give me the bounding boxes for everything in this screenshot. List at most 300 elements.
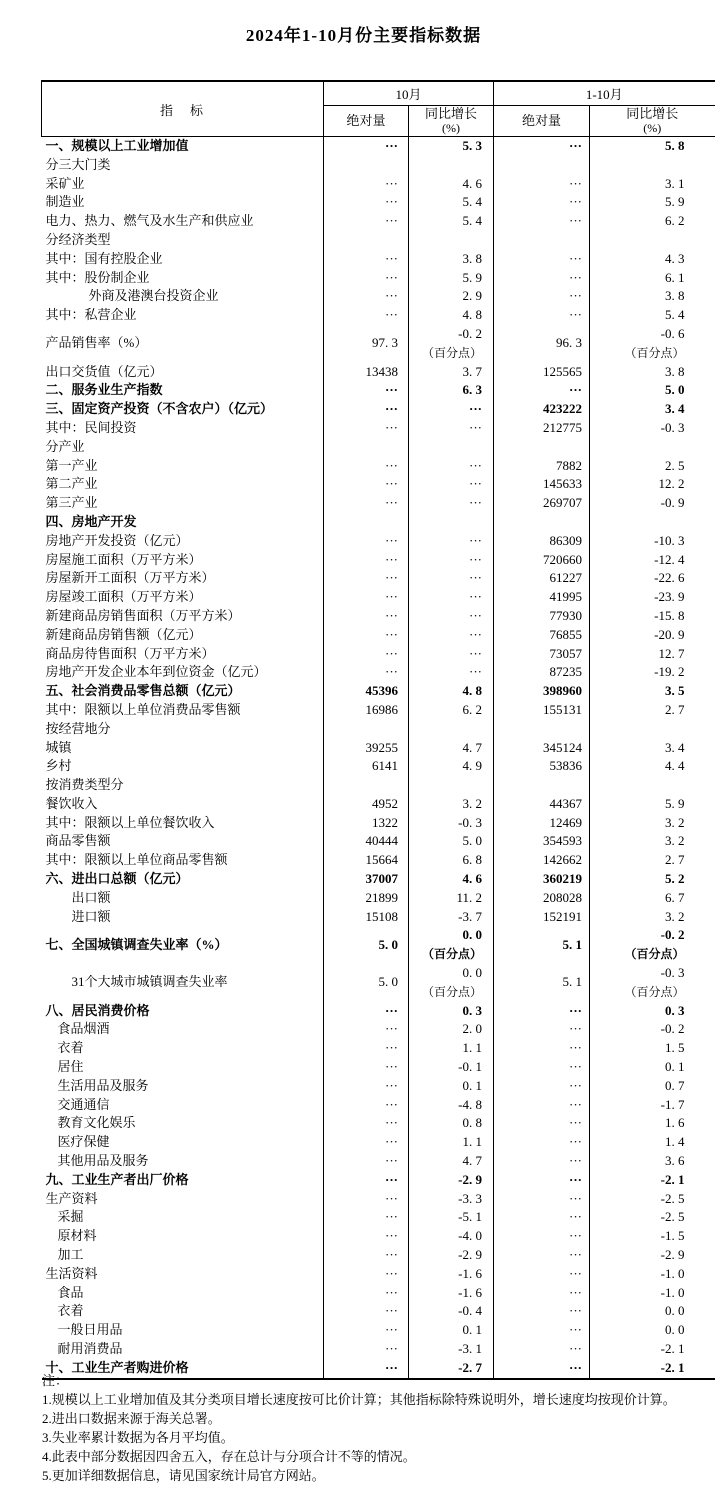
- cum-absolute-cell: 423222: [494, 400, 590, 419]
- cum-absolute-cell: [494, 776, 590, 795]
- oct-absolute-cell: ···: [324, 287, 409, 306]
- indicator-cell: 第二产业: [42, 475, 324, 494]
- oct-growth-cell: [409, 156, 494, 175]
- header-absolute-october: 绝对量: [324, 106, 409, 137]
- oct-absolute-cell: 15108: [324, 908, 409, 927]
- footnote-item: 1.规模以上工业增加值及其分类项目增长速度按可比价计算；其他指标除特殊说明外，增长速度均按现价计算。: [42, 1392, 676, 1407]
- indicator-cell: 其中：国有控股企业: [42, 250, 324, 269]
- oct-absolute-cell: 13438: [324, 363, 409, 382]
- table-row: [42, 1246, 715, 1265]
- cum-growth-cell: -0. 9: [660, 495, 685, 511]
- table-row: [42, 250, 715, 269]
- cum-absolute-cell: ···: [494, 1246, 590, 1265]
- table-row: [42, 832, 715, 851]
- oct-absolute-cell: ···: [324, 1321, 409, 1340]
- indicator-cell: 加工: [42, 1246, 324, 1265]
- indicator-cell: 其中：限额以上单位消费品零售额: [42, 701, 324, 720]
- table-row: [42, 175, 715, 194]
- oct-growth-cell: 5. 4: [409, 193, 494, 212]
- cum-growth-cell: 3. 8: [665, 288, 685, 304]
- growth-unit: （百分点）: [624, 984, 685, 999]
- cum-growth-cell: -19. 2: [654, 664, 685, 680]
- table-row: [42, 1096, 715, 1115]
- table-row: [42, 1114, 715, 1133]
- cum-growth-cell: 3. 4: [665, 739, 685, 755]
- indicator-cell: 商品零售额: [42, 832, 324, 851]
- indicator-cell: 按消费类型分: [42, 776, 324, 795]
- indicator-cell: 食品: [42, 1284, 324, 1303]
- oct-growth-cell: -2. 7: [409, 1359, 494, 1379]
- oct-growth-cell: ···: [409, 475, 494, 494]
- header-growth-unit: (%): [643, 121, 662, 135]
- cum-absolute-cell: 5. 1: [494, 926, 590, 964]
- cum-growth-cell: 5. 0: [665, 382, 685, 398]
- oct-absolute-cell: ···: [324, 1246, 409, 1265]
- oct-growth-cell: -0. 4: [409, 1302, 494, 1321]
- indicator-cell: 餐饮收入: [42, 795, 324, 814]
- oct-growth-cell: ···: [409, 551, 494, 570]
- cum-absolute-cell: ···: [494, 306, 590, 325]
- cum-growth-cell: -2. 1: [660, 1341, 685, 1356]
- oct-growth-cell: 1. 1: [409, 1133, 494, 1152]
- table-row: [42, 475, 715, 494]
- indicator-cell: 交通通信: [42, 1096, 324, 1115]
- cum-growth-cell: -1. 0: [660, 1284, 685, 1300]
- indicator-cell: 第一产业: [42, 457, 324, 476]
- cum-growth-cell: 5. 9: [665, 795, 685, 811]
- oct-growth-cell: [409, 720, 494, 739]
- oct-absolute-cell: 21899: [324, 889, 409, 908]
- oct-absolute-cell: ···: [324, 607, 409, 626]
- cum-growth-cell: 3. 2: [665, 908, 685, 924]
- cum-absolute-cell: ···: [494, 1208, 590, 1227]
- indicator-cell: 食品烟酒: [42, 1020, 324, 1039]
- cum-growth-cell: 0. 7: [665, 1077, 685, 1093]
- cum-absolute-cell: ···: [494, 287, 590, 306]
- indicator-cell: 商品房待售面积（万平方米）: [42, 645, 324, 664]
- cum-growth-cell: 4. 3: [665, 250, 685, 266]
- header-group-jan-oct: 1-10月: [494, 81, 715, 106]
- growth-value: 0. 0: [462, 965, 483, 981]
- indicator-cell: 第三产业: [42, 494, 324, 513]
- oct-growth-cell: 4. 6: [409, 870, 494, 889]
- oct-growth-cell: 0. 8: [409, 1114, 494, 1133]
- indicator-cell: 其中：股份制企业: [42, 269, 324, 288]
- cum-growth-cell: -1. 7: [660, 1096, 685, 1112]
- indicator-cell: 衣着: [42, 1302, 324, 1321]
- indicator-cell: 出口交货值（亿元）: [42, 363, 324, 382]
- oct-absolute-cell: [324, 438, 409, 457]
- indicator-cell: 31个大城市城镇调查失业率: [42, 964, 324, 1002]
- oct-absolute-cell: ···: [324, 1133, 409, 1152]
- oct-absolute-cell: ···: [324, 1265, 409, 1284]
- indicator-cell: 耐用消费品: [42, 1340, 324, 1359]
- cum-absolute-cell: 96. 3: [494, 325, 590, 363]
- cum-growth-cell: -15. 8: [654, 607, 685, 623]
- table-row: [42, 137, 715, 156]
- indicator-cell: 生活资料: [42, 1265, 324, 1284]
- oct-growth-cell: 5. 9: [409, 269, 494, 288]
- table-row: [42, 682, 715, 701]
- oct-absolute-cell: ···: [324, 475, 409, 494]
- cum-growth-cell: -1. 5: [660, 1228, 685, 1244]
- cum-growth-cell: 12. 2: [658, 476, 685, 492]
- oct-absolute-cell: [324, 231, 409, 250]
- cum-growth-cell: [590, 720, 715, 739]
- oct-growth-cell: 3. 2: [409, 795, 494, 814]
- cum-absolute-cell: 212775: [494, 419, 590, 438]
- oct-growth-cell: ···: [409, 457, 494, 476]
- oct-growth-cell: -5. 1: [409, 1208, 494, 1227]
- oct-absolute-cell: ···: [324, 419, 409, 438]
- oct-absolute-cell: 4952: [324, 795, 409, 814]
- oct-growth-cell: 0. 1: [409, 1321, 494, 1340]
- oct-growth-cell: -3. 1: [409, 1340, 494, 1359]
- cum-growth-cell: 2. 7: [665, 701, 685, 717]
- cum-growth-cell: [590, 231, 715, 250]
- cum-absolute-cell: ···: [494, 1302, 590, 1321]
- table-row: [42, 1171, 715, 1190]
- oct-growth-cell: ···: [409, 663, 494, 682]
- table-row: [42, 325, 715, 363]
- oct-growth-cell: 4. 7: [409, 1152, 494, 1171]
- oct-growth-cell: -2. 9: [409, 1171, 494, 1190]
- indicator-cell: 产品销售率（%）: [42, 325, 324, 363]
- table-row: [42, 231, 715, 250]
- table-row: [42, 287, 715, 306]
- oct-growth-cell: [409, 964, 494, 1002]
- cum-absolute-cell: 360219: [494, 870, 590, 889]
- indicator-cell: 七、全国城镇调查失业率（%）: [42, 926, 324, 964]
- indicator-cell: 医疗保健: [42, 1133, 324, 1152]
- indicator-cell: 分三大门类: [42, 156, 324, 175]
- oct-absolute-cell: ···: [324, 212, 409, 231]
- oct-absolute-cell: ···: [324, 551, 409, 570]
- oct-absolute-cell: 16986: [324, 701, 409, 720]
- cum-absolute-cell: [494, 513, 590, 532]
- table-row: [42, 269, 715, 288]
- oct-growth-cell: 6. 3: [409, 381, 494, 400]
- table-row: [42, 663, 715, 682]
- indicator-cell: 其他用品及服务: [42, 1152, 324, 1171]
- header-growth-label: 同比增长: [626, 106, 679, 121]
- cum-growth-cell: -2. 5: [660, 1209, 685, 1225]
- oct-absolute-cell: ···: [324, 1020, 409, 1039]
- indicator-cell: 其中：限额以上单位餐饮收入: [42, 814, 324, 833]
- oct-absolute-cell: ···: [324, 494, 409, 513]
- cum-growth-cell: 1. 6: [665, 1115, 685, 1131]
- table-row: [42, 607, 715, 626]
- oct-growth-cell: ···: [409, 532, 494, 551]
- cum-growth-cell: 0. 1: [665, 1059, 685, 1075]
- cum-absolute-cell: 73057: [494, 645, 590, 664]
- indicator-cell: 分经济类型: [42, 231, 324, 250]
- cum-absolute-cell: 44367: [494, 795, 590, 814]
- cum-absolute-cell: ···: [494, 1190, 590, 1209]
- oct-growth-cell: ···: [409, 494, 494, 513]
- cum-absolute-cell: ···: [494, 1077, 590, 1096]
- oct-absolute-cell: ···: [324, 457, 409, 476]
- indicator-cell: 十、工业生产者购进价格: [42, 1359, 324, 1379]
- table-row: [42, 626, 715, 645]
- cum-growth-cell: 2. 5: [665, 457, 685, 473]
- oct-absolute-cell: ···: [324, 137, 409, 156]
- table-row: [42, 438, 715, 457]
- indicator-cell: 教育文化娱乐: [42, 1114, 324, 1133]
- oct-growth-cell: 5. 0: [409, 832, 494, 851]
- oct-absolute-cell: 5. 0: [324, 964, 409, 1002]
- footnote-item: 3.失业率累计数据为各月平均值。: [42, 1430, 234, 1445]
- indicator-cell: 进口额: [42, 908, 324, 927]
- oct-growth-cell: -1. 6: [409, 1265, 494, 1284]
- table-body: [42, 137, 715, 1379]
- oct-absolute-cell: [324, 720, 409, 739]
- cum-absolute-cell: [494, 438, 590, 457]
- table-row: [42, 1284, 715, 1303]
- growth-value: -0. 2: [458, 325, 483, 341]
- cum-growth-cell: 0. 0: [665, 1303, 685, 1319]
- cum-growth-cell: [590, 438, 715, 457]
- cum-growth-cell: -23. 9: [654, 589, 685, 605]
- cum-growth-cell: [590, 156, 715, 175]
- oct-growth-cell: -2. 9: [409, 1246, 494, 1265]
- oct-absolute-cell: ···: [324, 1359, 409, 1379]
- indicator-cell: 采掘: [42, 1208, 324, 1227]
- oct-absolute-cell: [324, 156, 409, 175]
- cum-growth-cell: 3. 8: [665, 363, 685, 379]
- table-row: [42, 1002, 715, 1021]
- oct-absolute-cell: ···: [324, 1208, 409, 1227]
- oct-growth-cell: 6. 8: [409, 851, 494, 870]
- table-row: [42, 532, 715, 551]
- table-row: [42, 156, 715, 175]
- growth-value: -0. 3: [660, 965, 685, 981]
- indicator-cell: 采矿业: [42, 175, 324, 194]
- cum-absolute-cell: ···: [494, 137, 590, 156]
- cum-absolute-cell: ···: [494, 1284, 590, 1303]
- cum-growth-cell: 6. 1: [665, 269, 685, 285]
- cum-growth-cell: 6. 7: [665, 889, 685, 905]
- cum-absolute-cell: ···: [494, 1265, 590, 1284]
- table-row: [42, 1208, 715, 1227]
- cum-absolute-cell: 354593: [494, 832, 590, 851]
- cum-growth-cell: -2. 9: [660, 1247, 685, 1263]
- indicator-cell: 二、服务业生产指数: [42, 381, 324, 400]
- cum-absolute-cell: 87235: [494, 663, 590, 682]
- cum-absolute-cell: 208028: [494, 889, 590, 908]
- cum-growth-cell: 0. 3: [665, 1002, 685, 1018]
- oct-growth-cell: [409, 438, 494, 457]
- oct-absolute-cell: 40444: [324, 832, 409, 851]
- table-row: [42, 908, 715, 927]
- cum-growth-cell: -12. 4: [654, 551, 685, 567]
- indicator-cell: 出口额: [42, 889, 324, 908]
- cum-growth-cell: -20. 9: [654, 626, 685, 642]
- cum-absolute-cell: ···: [494, 250, 590, 269]
- oct-absolute-cell: ···: [324, 306, 409, 325]
- oct-growth-cell: -0. 1: [409, 1058, 494, 1077]
- header-growth-jan-oct: [590, 106, 715, 137]
- cum-absolute-cell: ···: [494, 212, 590, 231]
- cum-growth-cell: 1. 5: [665, 1040, 685, 1056]
- indicator-cell: 原材料: [42, 1227, 324, 1246]
- oct-absolute-cell: ···: [324, 269, 409, 288]
- cum-growth-cell: 5. 9: [665, 194, 685, 210]
- table-row: [42, 306, 715, 325]
- table-row: [42, 776, 715, 795]
- cum-growth-cell: -2. 5: [660, 1190, 685, 1206]
- oct-growth-cell: 5. 4: [409, 212, 494, 231]
- footnotes: [42, 1371, 718, 1485]
- indicator-cell: 生活用品及服务: [42, 1077, 324, 1096]
- oct-absolute-cell: ···: [324, 532, 409, 551]
- oct-absolute-cell: ···: [324, 1039, 409, 1058]
- oct-growth-cell: ···: [409, 607, 494, 626]
- table-row: [42, 1321, 715, 1340]
- oct-growth-cell: -3. 7: [409, 908, 494, 927]
- oct-absolute-cell: ···: [324, 400, 409, 419]
- cum-growth-cell: -1. 0: [660, 1265, 685, 1281]
- table-header: [42, 81, 715, 137]
- oct-growth-cell: -0. 3: [409, 814, 494, 833]
- page-title: 2024年1-10月份主要指标数据: [245, 26, 482, 45]
- cum-growth-cell: -2. 1: [660, 1359, 685, 1375]
- footnote-list: [42, 1390, 718, 1485]
- cum-absolute-cell: 12469: [494, 814, 590, 833]
- cum-growth-cell: 3. 2: [665, 833, 685, 849]
- table-row: [42, 701, 715, 720]
- cum-absolute-cell: ···: [494, 1359, 590, 1379]
- indicator-cell: 外商及港澳台投资企业: [42, 287, 324, 306]
- oct-absolute-cell: ···: [324, 1227, 409, 1246]
- oct-growth-cell: 1. 1: [409, 1039, 494, 1058]
- cum-absolute-cell: 86309: [494, 532, 590, 551]
- oct-absolute-cell: ···: [324, 1171, 409, 1190]
- indicator-cell: 三、固定资产投资（不含农户）（亿元）: [42, 400, 324, 419]
- growth-value: -0. 6: [660, 325, 685, 341]
- indicator-cell: 房屋竣工面积（万平方米）: [42, 588, 324, 607]
- oct-growth-cell: 5. 3: [409, 137, 494, 156]
- indicator-cell: 房屋施工面积（万平方米）: [42, 551, 324, 570]
- table-row: [42, 1340, 715, 1359]
- oct-growth-cell: -1. 6: [409, 1284, 494, 1303]
- cum-growth-cell: 5. 4: [665, 307, 685, 323]
- oct-absolute-cell: 1322: [324, 814, 409, 833]
- cum-absolute-cell: [494, 720, 590, 739]
- oct-growth-cell: 4. 9: [409, 757, 494, 776]
- oct-growth-cell: 6. 2: [409, 701, 494, 720]
- cum-absolute-cell: 77930: [494, 607, 590, 626]
- oct-absolute-cell: ···: [324, 1096, 409, 1115]
- cum-absolute-cell: ···: [494, 1002, 590, 1021]
- header-indicator: 指 标: [42, 81, 324, 137]
- cum-absolute-cell: ···: [494, 1114, 590, 1133]
- cum-absolute-cell: 269707: [494, 494, 590, 513]
- cum-absolute-cell: ···: [494, 1227, 590, 1246]
- cum-growth-cell: 3. 2: [665, 814, 685, 830]
- table-row: [42, 645, 715, 664]
- cum-growth-cell: -2. 1: [660, 1171, 685, 1187]
- header-growth-october: [409, 106, 494, 137]
- cum-growth-cell: [590, 964, 715, 1002]
- footnote-item: 2.进出口数据来源于海关总署。: [42, 1411, 221, 1426]
- table-row: [42, 964, 715, 1002]
- cum-growth-cell: 3. 4: [665, 401, 685, 417]
- cum-growth-cell: 5. 8: [665, 138, 685, 153]
- oct-absolute-cell: 97. 3: [324, 325, 409, 363]
- indicator-cell: 制造业: [42, 193, 324, 212]
- oct-growth-cell: 11. 2: [409, 889, 494, 908]
- oct-growth-cell: 3. 8: [409, 250, 494, 269]
- oct-growth-cell: 2. 9: [409, 287, 494, 306]
- table-row: [42, 1302, 715, 1321]
- oct-growth-cell: ···: [409, 588, 494, 607]
- indicator-cell: 新建商品房销售额（亿元）: [42, 626, 324, 645]
- table-row: [42, 494, 715, 513]
- oct-growth-cell: 4. 6: [409, 175, 494, 194]
- oct-absolute-cell: 5. 0: [324, 926, 409, 964]
- table-row: [42, 720, 715, 739]
- cum-growth-cell: 3. 1: [665, 175, 685, 191]
- table-row: [42, 588, 715, 607]
- indicator-cell: 四、房地产开发: [42, 513, 324, 532]
- oct-absolute-cell: ···: [324, 626, 409, 645]
- cum-growth-cell: 3. 5: [665, 683, 685, 699]
- indicator-cell: 八、居民消费价格: [42, 1002, 324, 1021]
- table-row: [42, 457, 715, 476]
- table-row: [42, 551, 715, 570]
- oct-absolute-cell: 6141: [324, 757, 409, 776]
- table-row: [42, 739, 715, 758]
- indicator-cell: 一般日用品: [42, 1321, 324, 1340]
- oct-absolute-cell: 15664: [324, 851, 409, 870]
- oct-absolute-cell: ···: [324, 645, 409, 664]
- indicator-cell: 其中：私营企业: [42, 306, 324, 325]
- cum-growth-cell: 6. 2: [665, 213, 685, 229]
- table-row: [42, 889, 715, 908]
- indicator-table: [41, 80, 715, 1380]
- oct-growth-cell: 2. 0: [409, 1020, 494, 1039]
- table-row: [42, 870, 715, 889]
- oct-growth-cell: 4. 7: [409, 739, 494, 758]
- indicator-cell: 其中：民间投资: [42, 419, 324, 438]
- growth-unit: （百分点）: [422, 947, 483, 962]
- oct-absolute-cell: 37007: [324, 870, 409, 889]
- cum-growth-cell: [590, 513, 715, 532]
- growth-unit: （百分点）: [422, 345, 483, 360]
- cum-absolute-cell: 53836: [494, 757, 590, 776]
- oct-growth-cell: ···: [409, 419, 494, 438]
- indicator-cell: 其中：限额以上单位商品零售额: [42, 851, 324, 870]
- footnote-label: 注：: [42, 1373, 69, 1388]
- indicator-cell: 城镇: [42, 739, 324, 758]
- growth-value: -0. 2: [660, 927, 685, 943]
- oct-growth-cell: ···: [409, 400, 494, 419]
- indicator-cell: 电力、热力、燃气及水生产和供应业: [42, 212, 324, 231]
- cum-absolute-cell: ···: [494, 1039, 590, 1058]
- oct-growth-cell: ···: [409, 645, 494, 664]
- indicator-cell: 居住: [42, 1058, 324, 1077]
- cum-growth-cell: 0. 0: [665, 1322, 685, 1338]
- oct-growth-cell: ···: [409, 626, 494, 645]
- table-row: [42, 1265, 715, 1284]
- cum-absolute-cell: 155131: [494, 701, 590, 720]
- table-row: [42, 400, 715, 419]
- oct-growth-cell: ···: [409, 569, 494, 588]
- cum-growth-cell: [590, 926, 715, 964]
- oct-absolute-cell: ···: [324, 1152, 409, 1171]
- cum-absolute-cell: ···: [494, 1020, 590, 1039]
